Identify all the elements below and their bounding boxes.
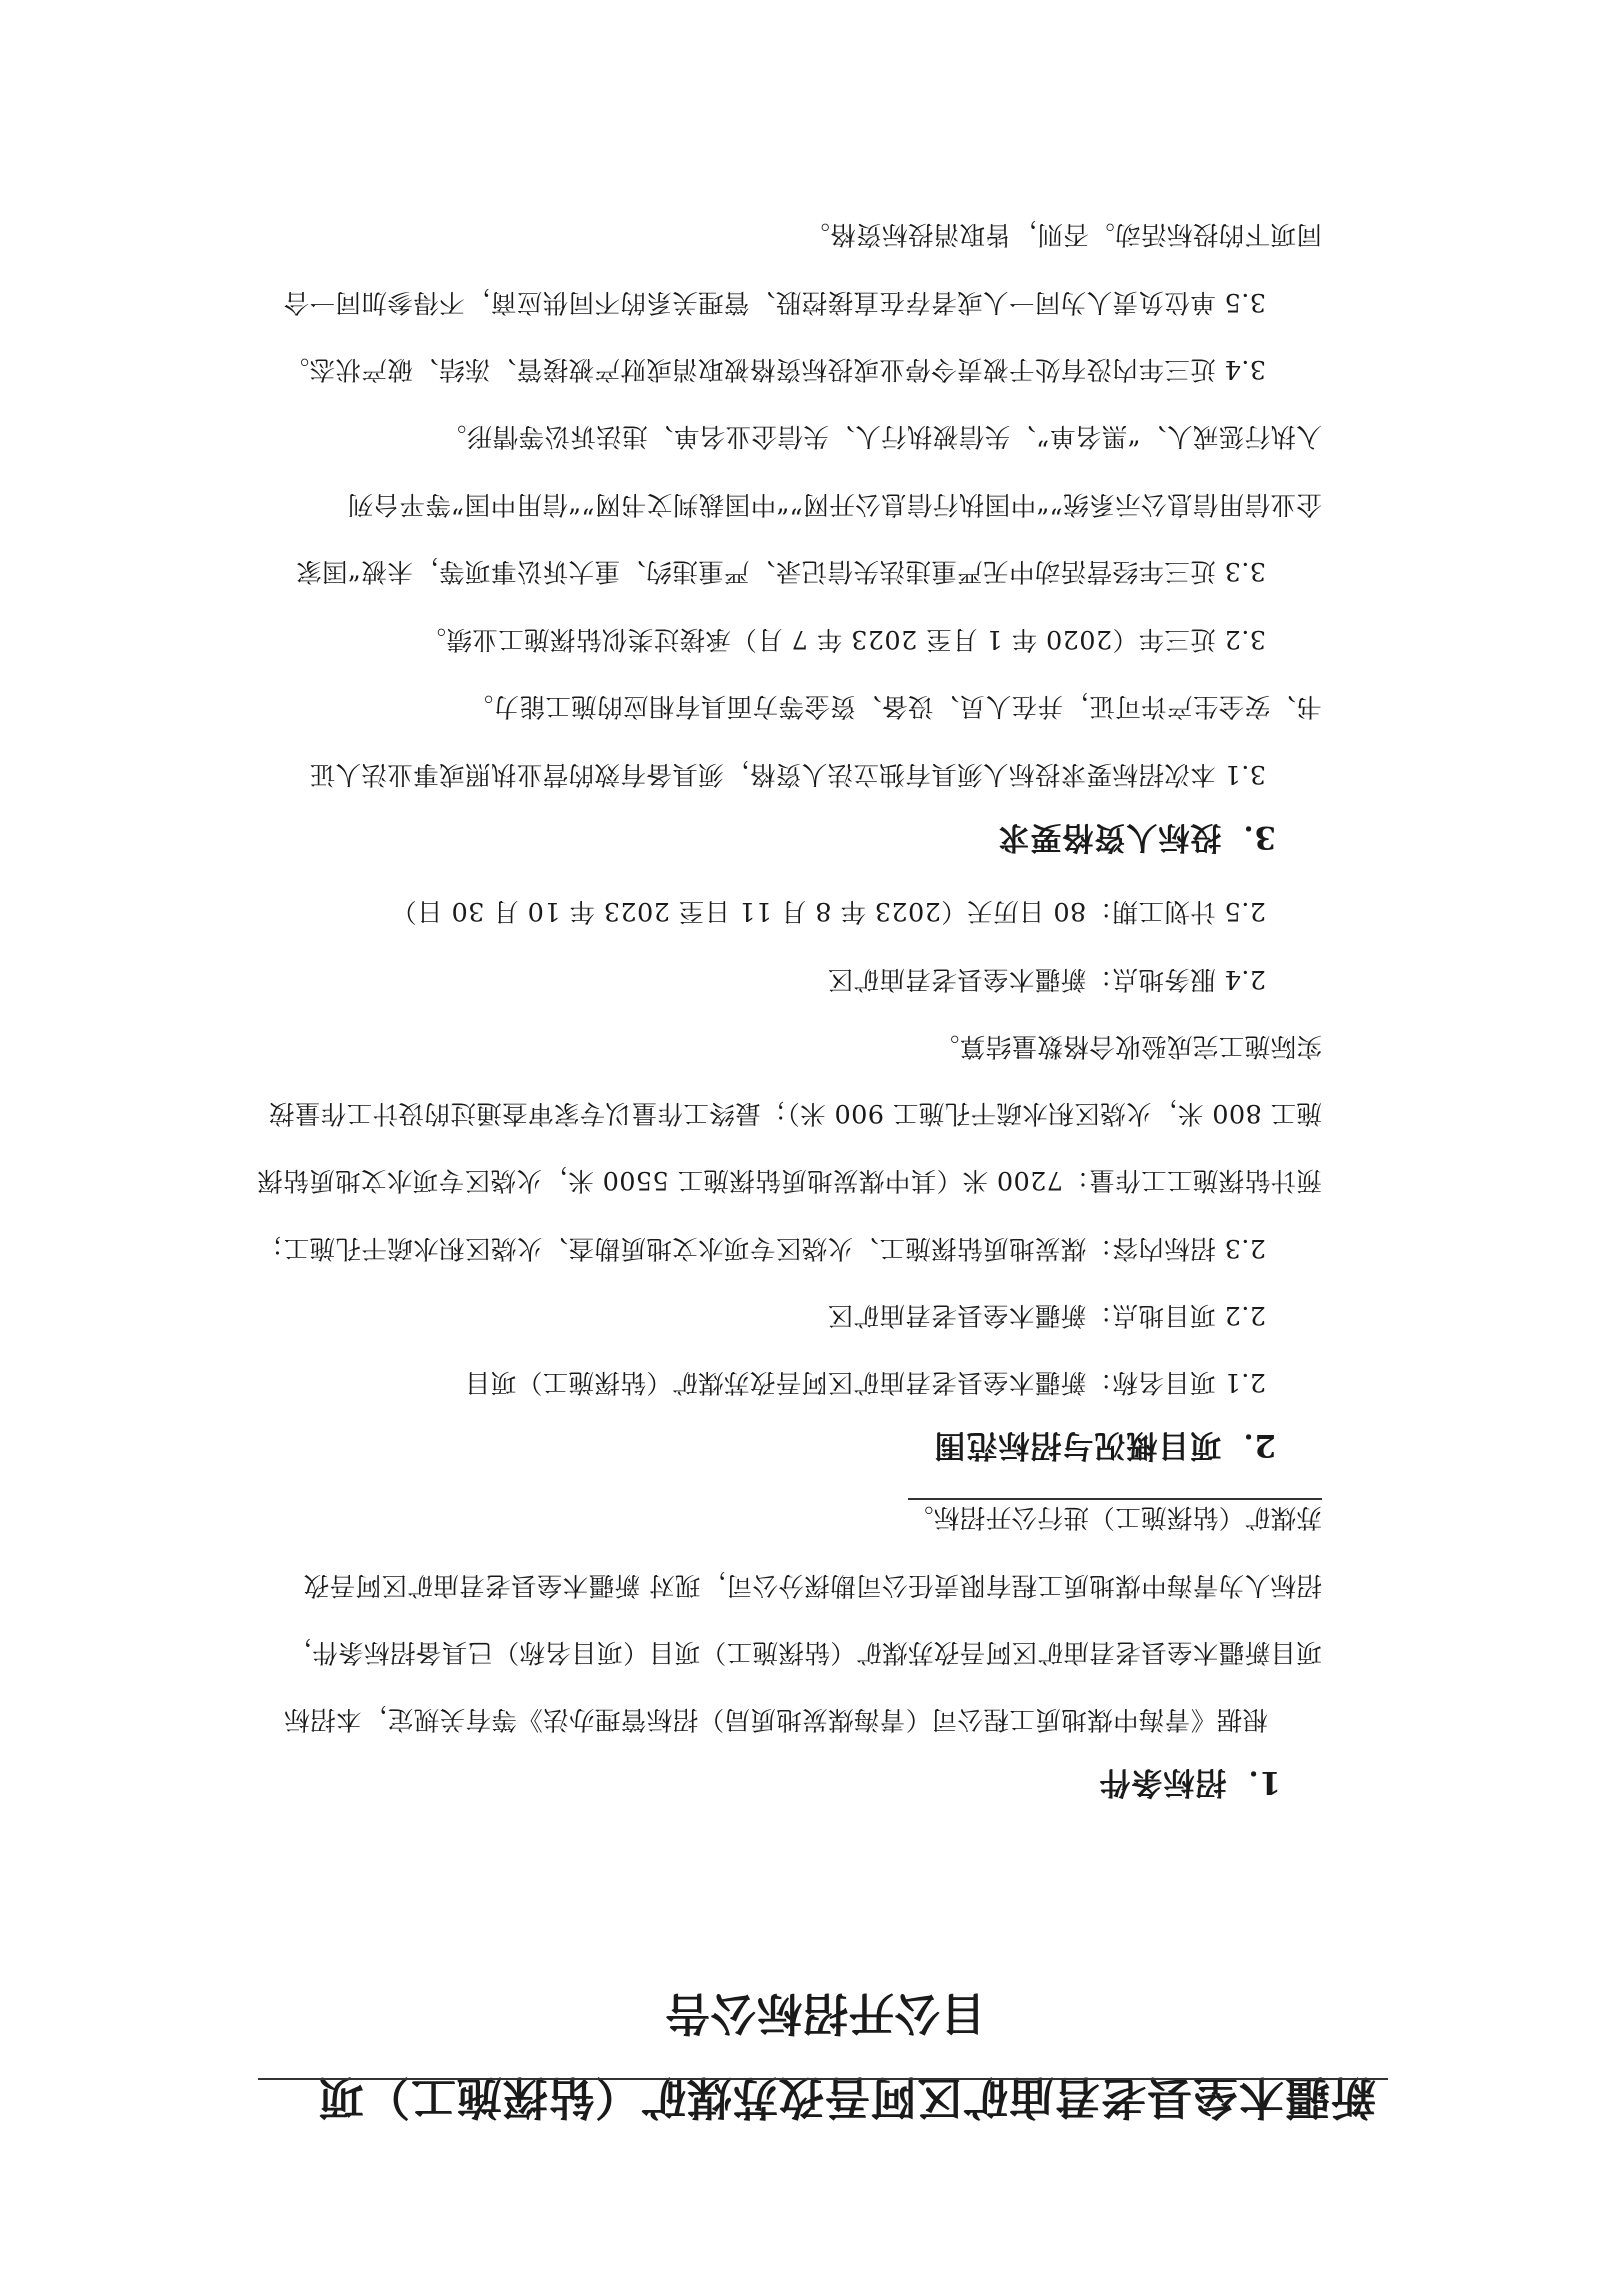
section-2-line: 预计钻探施工工作量：7200 米（其中煤炭地质钻探施工 5500 米，火烧区专项水文地质钻探 (256, 1165, 1322, 1195)
section-3-line: 同项下的投标活动。否则，皆取消投标资格。 (803, 219, 1322, 249)
title-underline (258, 2078, 1388, 2080)
section-3-line: 3.5 单位负责人为同一人或者存在直接控股、管理关系的不同供应商，不得参加同一合 (283, 287, 1266, 317)
document-title-line-2: 目公开招标公告 (663, 1987, 986, 2040)
section-1-line: 根据《青海中煤地质工程公司（青海煤炭地质局）招标管理办法》等有关规定，本招标 (283, 1704, 1268, 1734)
section-1-line: 苏煤矿（钻探施工）进行公开招标。 (908, 1498, 1322, 1537)
section-3-line: 3.1 本次招标要求投标人须具有独立法人资格，须具备有效的营业执照或事业法人证 (309, 759, 1266, 789)
section-2-line: 2.4 服务地点：新疆木垒县老君庙矿区 (827, 964, 1266, 994)
section-1-heading: 1．招标条件 (1098, 1764, 1281, 1800)
section-2-heading: 2．项目概况与招标范围 (933, 1427, 1276, 1463)
section-2-line: 2.1 项目名称：新疆木垒县老君庙矿区阿吾孜苏煤矿（钻探施工）项目 (464, 1367, 1266, 1397)
section-3-line: 企业信用信息公示系统”“中国执行信息公开网”“中国裁判文书网”“信用中国”等平台列 (347, 489, 1322, 519)
document-title-line-1: 新疆木垒县老君庙矿区阿吾孜苏煤矿（钻探施工）项 (317, 2071, 1376, 2124)
section-3-heading: 3．投标人资格要求 (997, 819, 1276, 855)
section-3-line: 3.2 近三年（2020 年 1 月至 2023 年 7 月）承接过类似钻探施工业绩。 (420, 624, 1266, 654)
section-3-line: 3.3 近三年经营活动中无严重违法失信记录、严重违约、重大诉讼事项等，未被“国家 (295, 556, 1266, 586)
section-3-line: 书、安全生产许可证，并在人员、设备、资金等方面具有相应的施工能力。 (467, 691, 1322, 721)
section-3-line: 入执行惩戒人、“黑名单”、失信被执行人、失信企业名单、违法诉讼等情形。 (440, 421, 1322, 451)
section-2-line: 实际施工完成验收合格数量结算。 (933, 1031, 1322, 1061)
section-2-line: 施工 800 米，火烧区积水疏干孔施工 900 米）；最终工作量以专家审查通过的设计工作量按 (268, 1098, 1322, 1128)
section-2-line: 2.5 计划工期：80 日历天（2023 年 8 月 11 日至 2023 年 10 月 30 日） (390, 896, 1266, 926)
section-2-line: 2.2 项目地点：新疆木垒县老君庙矿区 (827, 1300, 1266, 1330)
section-1-line: 项目新疆木垒县老君庙矿区阿吾孜苏煤矿（钻探施工）项目（项目名称）已具备招标条件， (285, 1637, 1322, 1667)
section-3-line: 3.4 近三年内没有处于被责令停业或投标资格被取消或财产被接管、冻结、破产状态。 (283, 354, 1266, 384)
section-2-line: 2.3 招标内容：煤炭地质钻探施工、火烧区专项水文地质勘查、火烧区积水疏干孔施工； (257, 1233, 1266, 1263)
section-1-line: 招标人为青海中煤地质工程有限责任公司勘探分公司，现对 新疆木垒县老君庙矿区阿吾孜 (303, 1570, 1322, 1600)
